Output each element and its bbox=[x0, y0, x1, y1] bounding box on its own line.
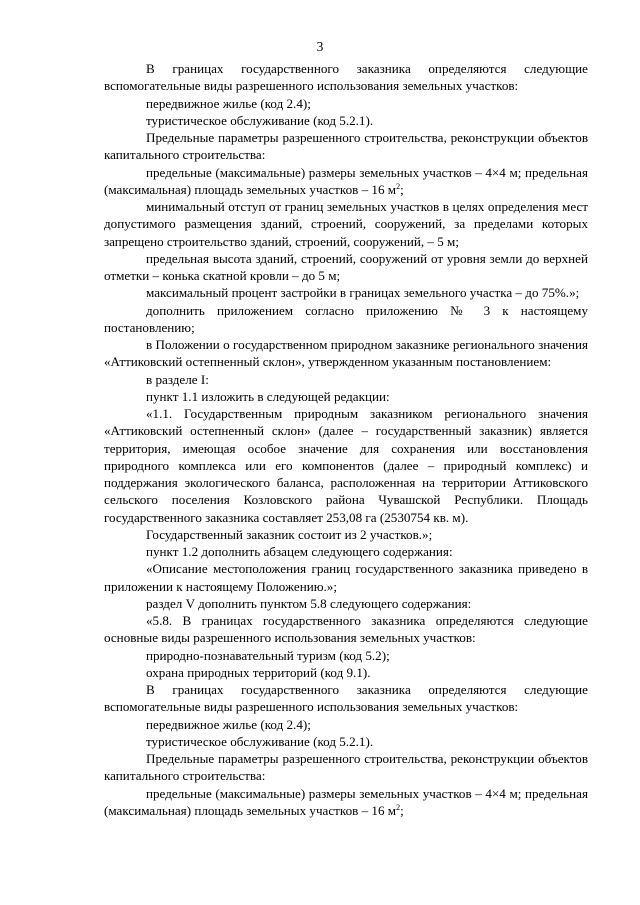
paragraph: природно-познавательный туризм (код 5.2); bbox=[146, 647, 390, 663]
paragraph: Государственный заказник состоит из 2 участков.»; bbox=[146, 526, 433, 542]
paragraph: «Описание местоположения границ государственного заказника приведено в приложении к настоящему Положению.»; bbox=[104, 561, 588, 594]
paragraph: туристическое обслуживание (код 5.2.1). bbox=[146, 733, 374, 749]
paragraph: дополнить приложением согласно приложению № 3 к настоящему постановлению; bbox=[104, 302, 588, 335]
paragraph: Предельные параметры разрешенного строительства, реконструкции объектов капитального строительства: bbox=[104, 130, 588, 163]
paragraph: «1.1. Государственным природным заказником регионального значения «Аттиковский остепненный склон» (далее – государственный заказник) является территория, имеющая особое значение для сохранения или восстановления природного комплекса или его компонентов (далее – природный комплекс) и поддержания экологического баланса, расположенная на территории Аттиковского сельского поселения Козловского района Чувашской Республики. Площадь государственного заказника составляет 253,08 га (2530754 кв. м). bbox=[104, 406, 588, 525]
paragraph: минимальный отступ от границ земельных участков в целях определения мест допустимого размещения зданий, строений, сооружений, за пределами которых запрещено строительство зданий, строений, сооружений, – 5 м; bbox=[104, 199, 588, 249]
paragraph: передвижное жилье (код 2.4); bbox=[146, 95, 311, 111]
paragraph bbox=[104, 164, 588, 199]
paragraph bbox=[104, 785, 588, 820]
paragraph: Предельные параметры разрешенного строительства, реконструкции объектов капитального строительства: bbox=[104, 751, 588, 784]
paragraph-text: предельные (максимальные) размеры земельных участков – 4×4 м; предельная (максимальная) площадь земельных участков – 16 м bbox=[104, 785, 588, 818]
paragraph: пункт 1.2 дополнить абзацем следующего содержания: bbox=[146, 544, 453, 559]
superscript: 2 bbox=[396, 181, 401, 191]
paragraph: в Положении о государственном природном заказнике регионального значения «Аттиковский остепненный склон», утвержденном указанным постановлением: bbox=[104, 337, 588, 370]
document-body bbox=[104, 60, 588, 819]
page-number: 3 bbox=[316, 39, 324, 54]
paragraph: «5.8. В границах государственного заказника определяются следующие основные виды разрешенного использования земельных участков: bbox=[104, 613, 588, 646]
paragraph-text: предельные (максимальные) размеры земельных участков – 4×4 м; предельная (максимальная) площадь земельных участков – 16 м bbox=[104, 164, 588, 197]
paragraph: раздел V дополнить пунктом 5.8 следующего содержания: bbox=[146, 595, 472, 611]
paragraph: максимальный процент застройки в границах земельного участка – до 75%.»; bbox=[146, 285, 580, 301]
paragraph: в разделе I: bbox=[146, 371, 209, 387]
paragraph: предельная высота зданий, строений, сооружений от уровня земли до верхней отметки – конька скатной кровли – до 5 м; bbox=[104, 250, 588, 283]
paragraph: В границах государственного заказника определяются следующие вспомогательные виды разрешенного использования земельных участков: bbox=[104, 61, 588, 94]
paragraph: В границах государственного заказника определяются следующие вспомогательные виды разрешенного использования земельных участков: bbox=[104, 682, 588, 715]
paragraph: пункт 1.1 изложить в следующей редакции: bbox=[146, 388, 390, 404]
paragraph: туристическое обслуживание (код 5.2.1). bbox=[146, 112, 374, 128]
paragraph: охрана природных территорий (код 9.1). bbox=[146, 664, 371, 680]
paragraph-tail: ; bbox=[400, 802, 404, 818]
paragraph-tail: ; bbox=[400, 181, 404, 197]
superscript: 2 bbox=[396, 802, 401, 812]
paragraph: передвижное жилье (код 2.4); bbox=[146, 716, 311, 732]
